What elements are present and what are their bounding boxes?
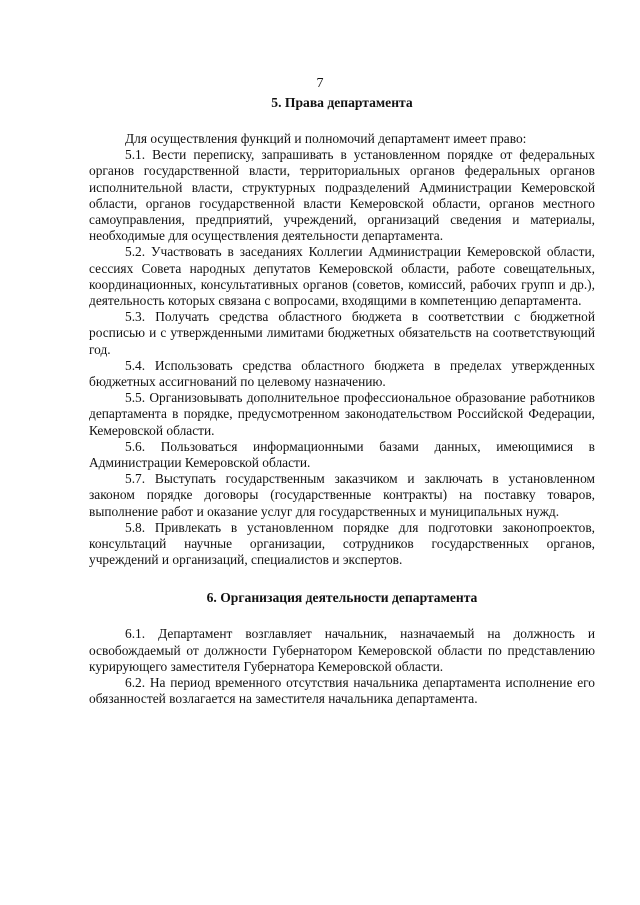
paragraph-5-6: 5.6. Пользоваться информационными базами данных, имеющимися в Администрации Кемеровской области.: [89, 438, 595, 471]
paragraph-6-1: 6.1. Департамент возглавляет начальник, назначаемый на должность и освобождаемый от должности Губернатором Кемеровской области по представлению курирующего заместителя Губернатора Кемеровской области.: [89, 626, 595, 674]
page-number: 7: [316, 76, 324, 91]
section-6-heading: 6. Организация деятельности департамента: [206, 590, 478, 606]
paragraph-5-7: 5.7. Выступать государственным заказчиком и заключать в установленном законом порядке договоры (государственные контракты) на поставку товаров, выполнение работ и оказание услуг для государственных и муниципальных нужд.: [89, 471, 595, 519]
paragraph-5-3: 5.3. Получать средства областного бюджета в соответствии с бюджетной росписью и с утвержденными лимитами бюджетных обязательств на соответствующий год.: [89, 309, 595, 357]
document-body: [89, 94, 595, 708]
paragraph-5-2: 5.2. Участвовать в заседаниях Коллегии Администрации Кемеровской области, сессиях Совета народных депутатов Кемеровской области, работе совещательных, координационных, консультативных органов (советов, комиссий, рабочих групп и др.), деятельность которых связана с вопросами, входящими в компетенцию департамента.: [89, 244, 595, 309]
paragraph-5-4: 5.4. Использовать средства областного бюджета в пределах утвержденных бюджетных ассигнований по целевому назначению.: [89, 357, 595, 390]
paragraph-5-1: 5.1. Вести переписку, запрашивать в установленном порядке от федеральных органов государственной власти, территориальных органов федеральных органов исполнительной власти, структурных подразделений Администрации Кемеровской области, органов государственной власти Кемеровской области, органов местного самоуправления, предприятий, учреждений, организаций сведения и материалы, необходимые для осуществления деятельности департамента.: [89, 147, 595, 244]
section-5-intro-paragraph: Для осуществления функций и полномочий департамент имеет право:: [125, 131, 527, 146]
section-5-heading: 5. Права департамента: [271, 95, 413, 110]
paragraph-6-2: 6.2. На период временного отсутствия начальника департамента исполнение его обязанностей возлагается на заместителя начальника департамента.: [89, 675, 595, 707]
paragraph-5-5: 5.5. Организовывать дополнительное профессиональное образование работников департамента в порядке, предусмотренном законодательством Российской Федерации, Кемеровской области.: [89, 390, 595, 438]
paragraph-5-8: 5.8. Привлекать в установленном порядке для подготовки законопроектов, консультаций научные организации, сотрудников государственных органов, учреждений и организаций, специалистов и экспертов.: [89, 519, 595, 568]
